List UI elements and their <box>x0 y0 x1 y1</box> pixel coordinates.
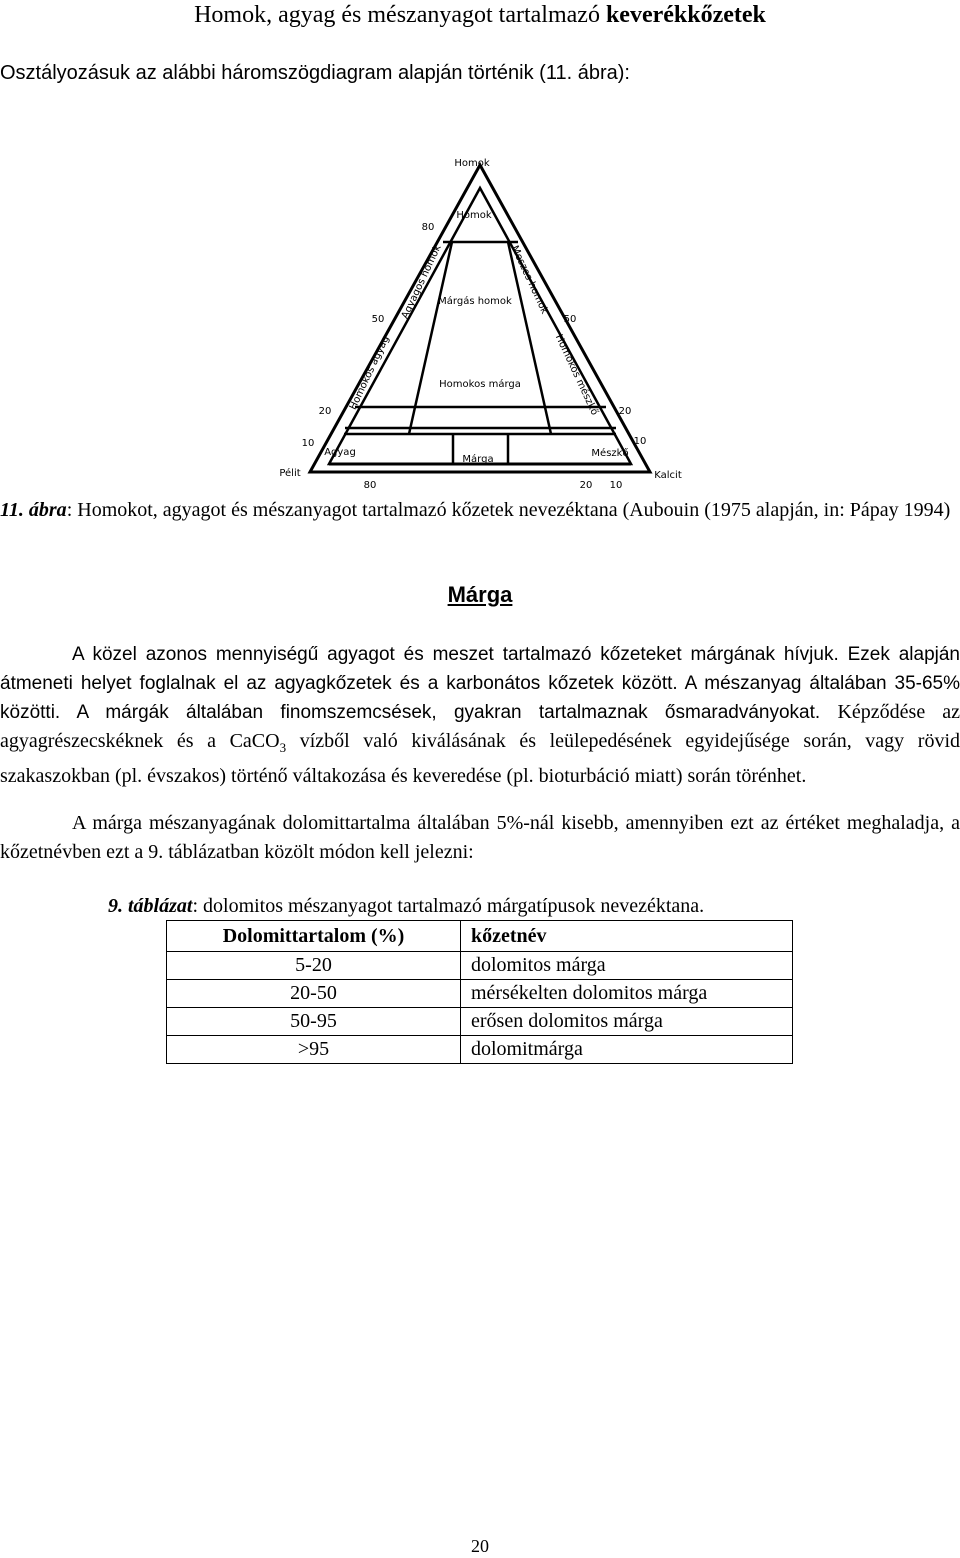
region-marga: Márga <box>462 454 494 465</box>
tick-right-10: 10 <box>633 436 647 447</box>
region-agyag: Agyag <box>324 447 356 458</box>
diagram-labels <box>279 158 681 481</box>
dolomit-table <box>166 920 793 1064</box>
tick-left-10: 10 <box>301 438 315 449</box>
page-title: Homok, agyag és mészanyagot tartalmazó keverékkőzetek <box>194 2 766 28</box>
cell-name: dolomitmárga <box>461 1036 793 1064</box>
region-meszko: Mészkő <box>591 448 629 459</box>
tick-left-80: 80 <box>421 222 435 233</box>
region-homokos-agyag: Homokos agyag <box>347 334 392 412</box>
cell-percent: 50-95 <box>167 1008 461 1036</box>
cell-percent: >95 <box>167 1036 461 1064</box>
corner-kalcit: Kalcit <box>654 470 682 481</box>
figure-caption: 11. ábra: Homokot, agyagot és mészanyagot tartalmazó kőzetek nevezéktana (Aubouin (1975 alapján, in: Pápay 1994) <box>0 499 951 521</box>
table-caption: 9. táblázat: dolomitos mészanyagot tartalmazó márgatípusok nevezéktana. <box>108 895 705 917</box>
section-title: Márga <box>447 582 513 607</box>
region-margas-homok: Márgás homok <box>438 296 512 307</box>
region-agyagos-homok: Agyagos homok <box>399 243 444 321</box>
page-number: 20 <box>471 1536 489 1556</box>
table-label: 9. táblázat <box>108 895 193 917</box>
region-meszes-homok: Meszes homok <box>508 244 550 316</box>
intro-text: Osztályozásuk az alábbi háromszögdiagram alapján történik (11. ábra): <box>0 62 630 84</box>
table-row <box>167 952 793 980</box>
cell-percent: 20-50 <box>167 980 461 1008</box>
tick-bottom-10: 10 <box>609 480 623 490</box>
table-row <box>167 1008 793 1036</box>
tick-bottom-80: 80 <box>363 480 377 490</box>
tick-right-20: 20 <box>618 406 632 417</box>
table-row <box>167 980 793 1008</box>
cell-name: erősen dolomitos márga <box>461 1008 793 1036</box>
header-kozetnev: kőzetnév <box>461 921 793 952</box>
dolomit-paragraph: A márga mészanyagának dolomittartalma általában 5%-nál kisebb, amennyiben ezt az értéket meghaladja, a kőzetnévben ezt a 9. táblázatban közölt módon kell jelezni: <box>0 812 960 863</box>
marga-paragraph: A közel azonos mennyiségű agyagot és meszet tartalmazó kőzeteket márgának hívjuk. Ezek alapján átmeneti helyet foglalnak el az agyagkőzetek és a karbonátos kőzetek között. A mészanyag általában 35-65% közötti. A márgák általában finomszemcsések, gyakran tartalmaznak ősmaradványokat. Képződése az agyagrészecskéknek és a CaCO$_3$ vízből való kiválásának és leülepedésének egyidejűsége során, vagy rövid szakaszokban (pl. évszakos) történő váltakozása és keveredése (pl. bioturbáció miatt) során törénhet. <box>0 644 960 787</box>
region-homokos-meszko: Homokos mészkő <box>552 332 600 418</box>
region-homok: Homok <box>456 210 492 221</box>
header-dolomittartalom: Dolomittartalom (%) <box>167 921 461 952</box>
region-homokos-marga: Homokos márga <box>439 379 521 390</box>
tick-right-50: 50 <box>563 314 577 325</box>
corner-pelit: Pélit <box>279 468 301 479</box>
ternary-diagram <box>268 138 692 490</box>
table-header-row <box>167 921 793 952</box>
tick-left-20: 20 <box>318 406 332 417</box>
cell-name: dolomitos márga <box>461 952 793 980</box>
table-row <box>167 1036 793 1064</box>
apex-label: Homok <box>454 158 490 169</box>
tick-bottom-20: 20 <box>579 480 593 490</box>
cell-percent: 5-20 <box>167 952 461 980</box>
tick-left-50: 50 <box>371 314 385 325</box>
figure-label: 11. ábra <box>0 499 67 521</box>
cell-name: mérsékelten dolomitos márga <box>461 980 793 1008</box>
